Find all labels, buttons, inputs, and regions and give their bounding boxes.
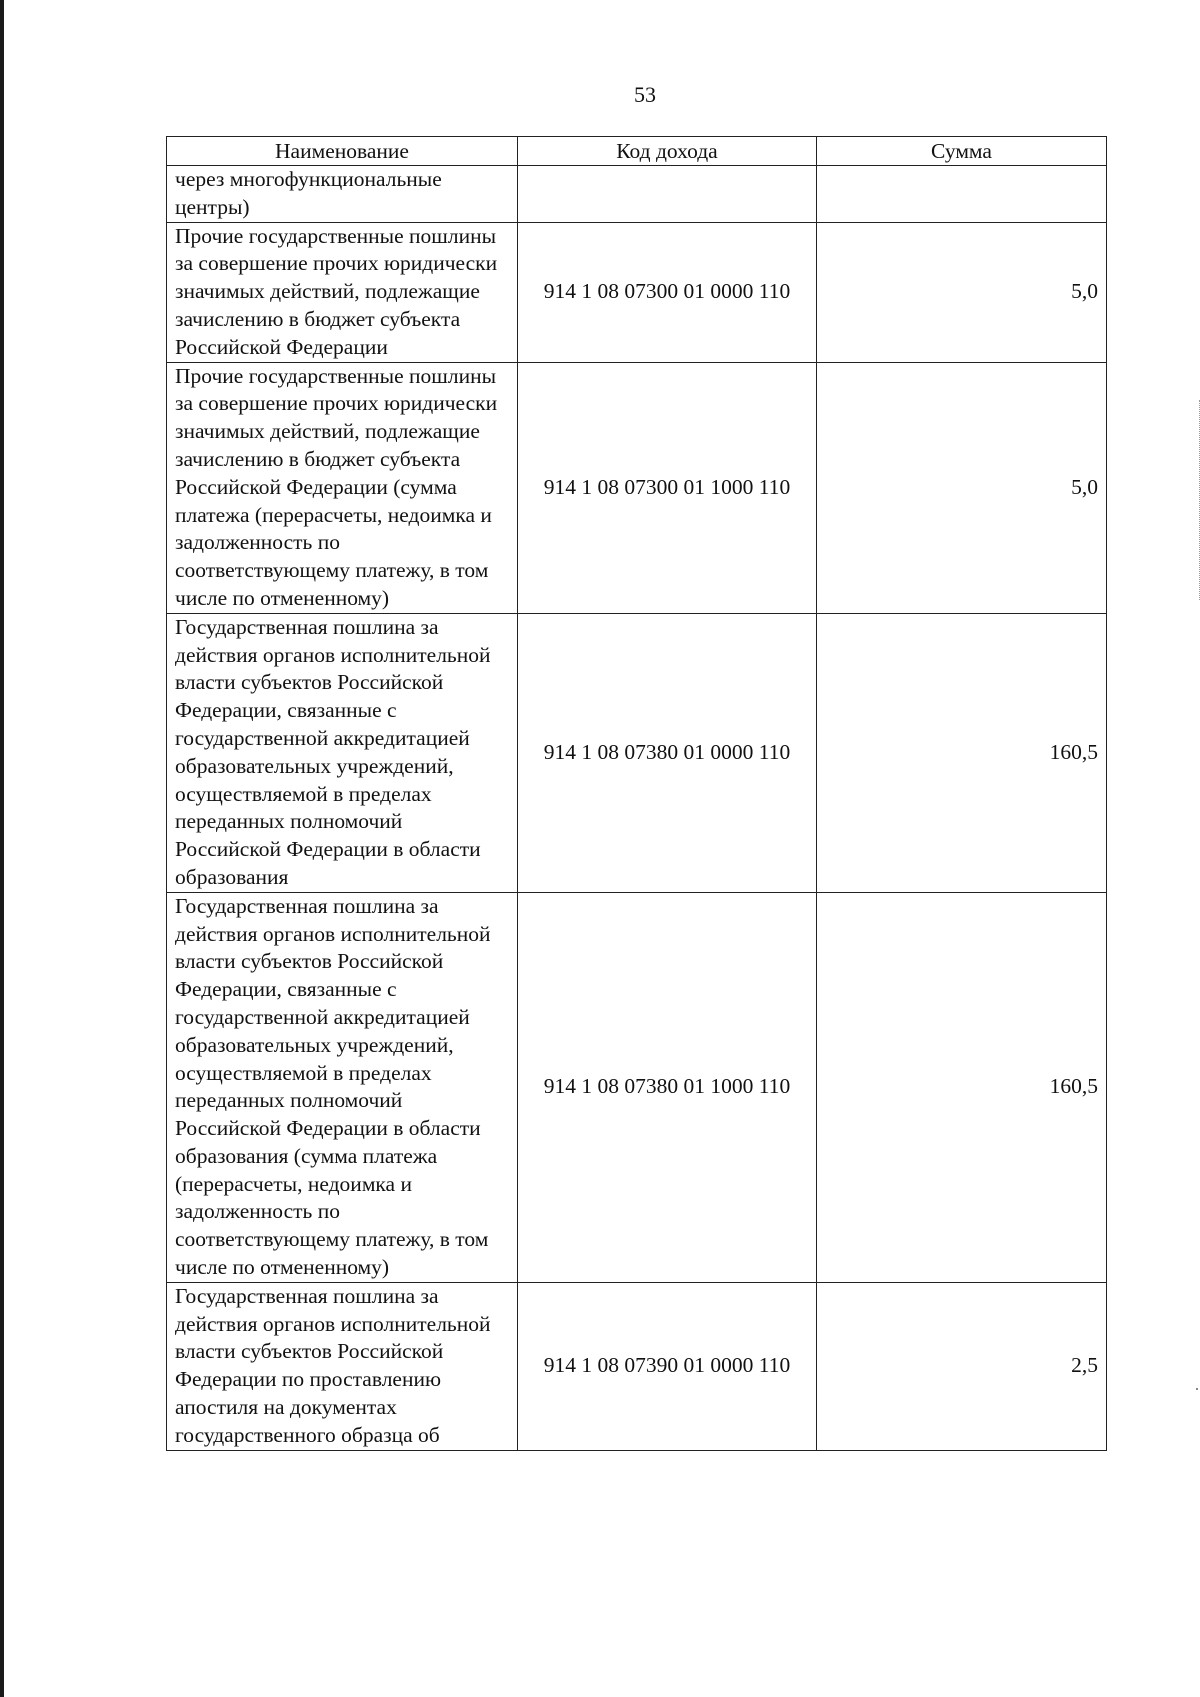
- header-code: Код дохода: [518, 137, 817, 166]
- row-name-cell: Прочие государственные пошлины за совершение прочих юридически значимых действий, подлежащие зачислению в бюджет субъекта Российской Федерации (сумма платежа (перерасчеты, недоимка и задолженность по соответствующему платежу, в том числе по отмененному): [167, 362, 518, 613]
- row-sum-cell: 160,5: [817, 613, 1107, 892]
- row-code-cell: 914 1 08 07380 01 1000 110: [518, 892, 817, 1282]
- table-row: [167, 892, 1107, 1282]
- row-sum-cell: 5,0: [817, 362, 1107, 613]
- table-row: [167, 222, 1107, 362]
- page-number: 53: [634, 82, 656, 107]
- row-code-cell: 914 1 08 07380 01 0000 110: [518, 613, 817, 892]
- row-sum-cell: 2,5: [817, 1282, 1107, 1450]
- row-code-cell: 914 1 08 07300 01 0000 110: [518, 222, 817, 362]
- row-name-cell: Государственная пошлина за действия органов исполнительной власти субъектов Российской Федерации по проставлению апостиля на документах государственного образца об: [167, 1282, 518, 1450]
- scan-left-edge: [0, 0, 4, 1697]
- table-row: [167, 362, 1107, 613]
- scan-artifact-dot: [1196, 1388, 1198, 1390]
- row-code-cell: 914 1 08 07300 01 1000 110: [518, 362, 817, 613]
- header-name: Наименование: [167, 137, 518, 166]
- row-name-cell: Прочие государственные пошлины за совершение прочих юридически значимых действий, подлежащие зачислению в бюджет субъекта Российской Федерации: [167, 222, 518, 362]
- table-row: [167, 166, 1107, 223]
- row-name-cell: Государственная пошлина за действия органов исполнительной власти субъектов Российской Федерации, связанные с государственной аккредитацией образовательных учреждений, осуществляемой в пределах переданных полномочий Российской Федерации в области образования (сумма платежа (перерасчеты, недоимка и задолженность по соответствующему платежу, в том числе по отмененному): [167, 892, 518, 1282]
- table-header-row: [167, 137, 1107, 166]
- revenue-table: [166, 136, 1107, 1451]
- row-sum-cell: 5,0: [817, 222, 1107, 362]
- header-sum: Сумма: [817, 137, 1107, 166]
- row-sum-cell: [817, 166, 1107, 223]
- row-code-cell: 914 1 08 07390 01 0000 110: [518, 1282, 817, 1450]
- row-code-cell: [518, 166, 817, 223]
- table-row: [167, 613, 1107, 892]
- row-name-cell: Государственная пошлина за действия органов исполнительной власти субъектов Российской Федерации, связанные с государственной аккредитацией образовательных учреждений, осуществляемой в пределах переданных полномочий Российской Федерации в области образования: [167, 613, 518, 892]
- row-sum-cell: 160,5: [817, 892, 1107, 1282]
- table-row: [167, 1282, 1107, 1450]
- row-name-cell: через многофункциональные центры): [167, 166, 518, 223]
